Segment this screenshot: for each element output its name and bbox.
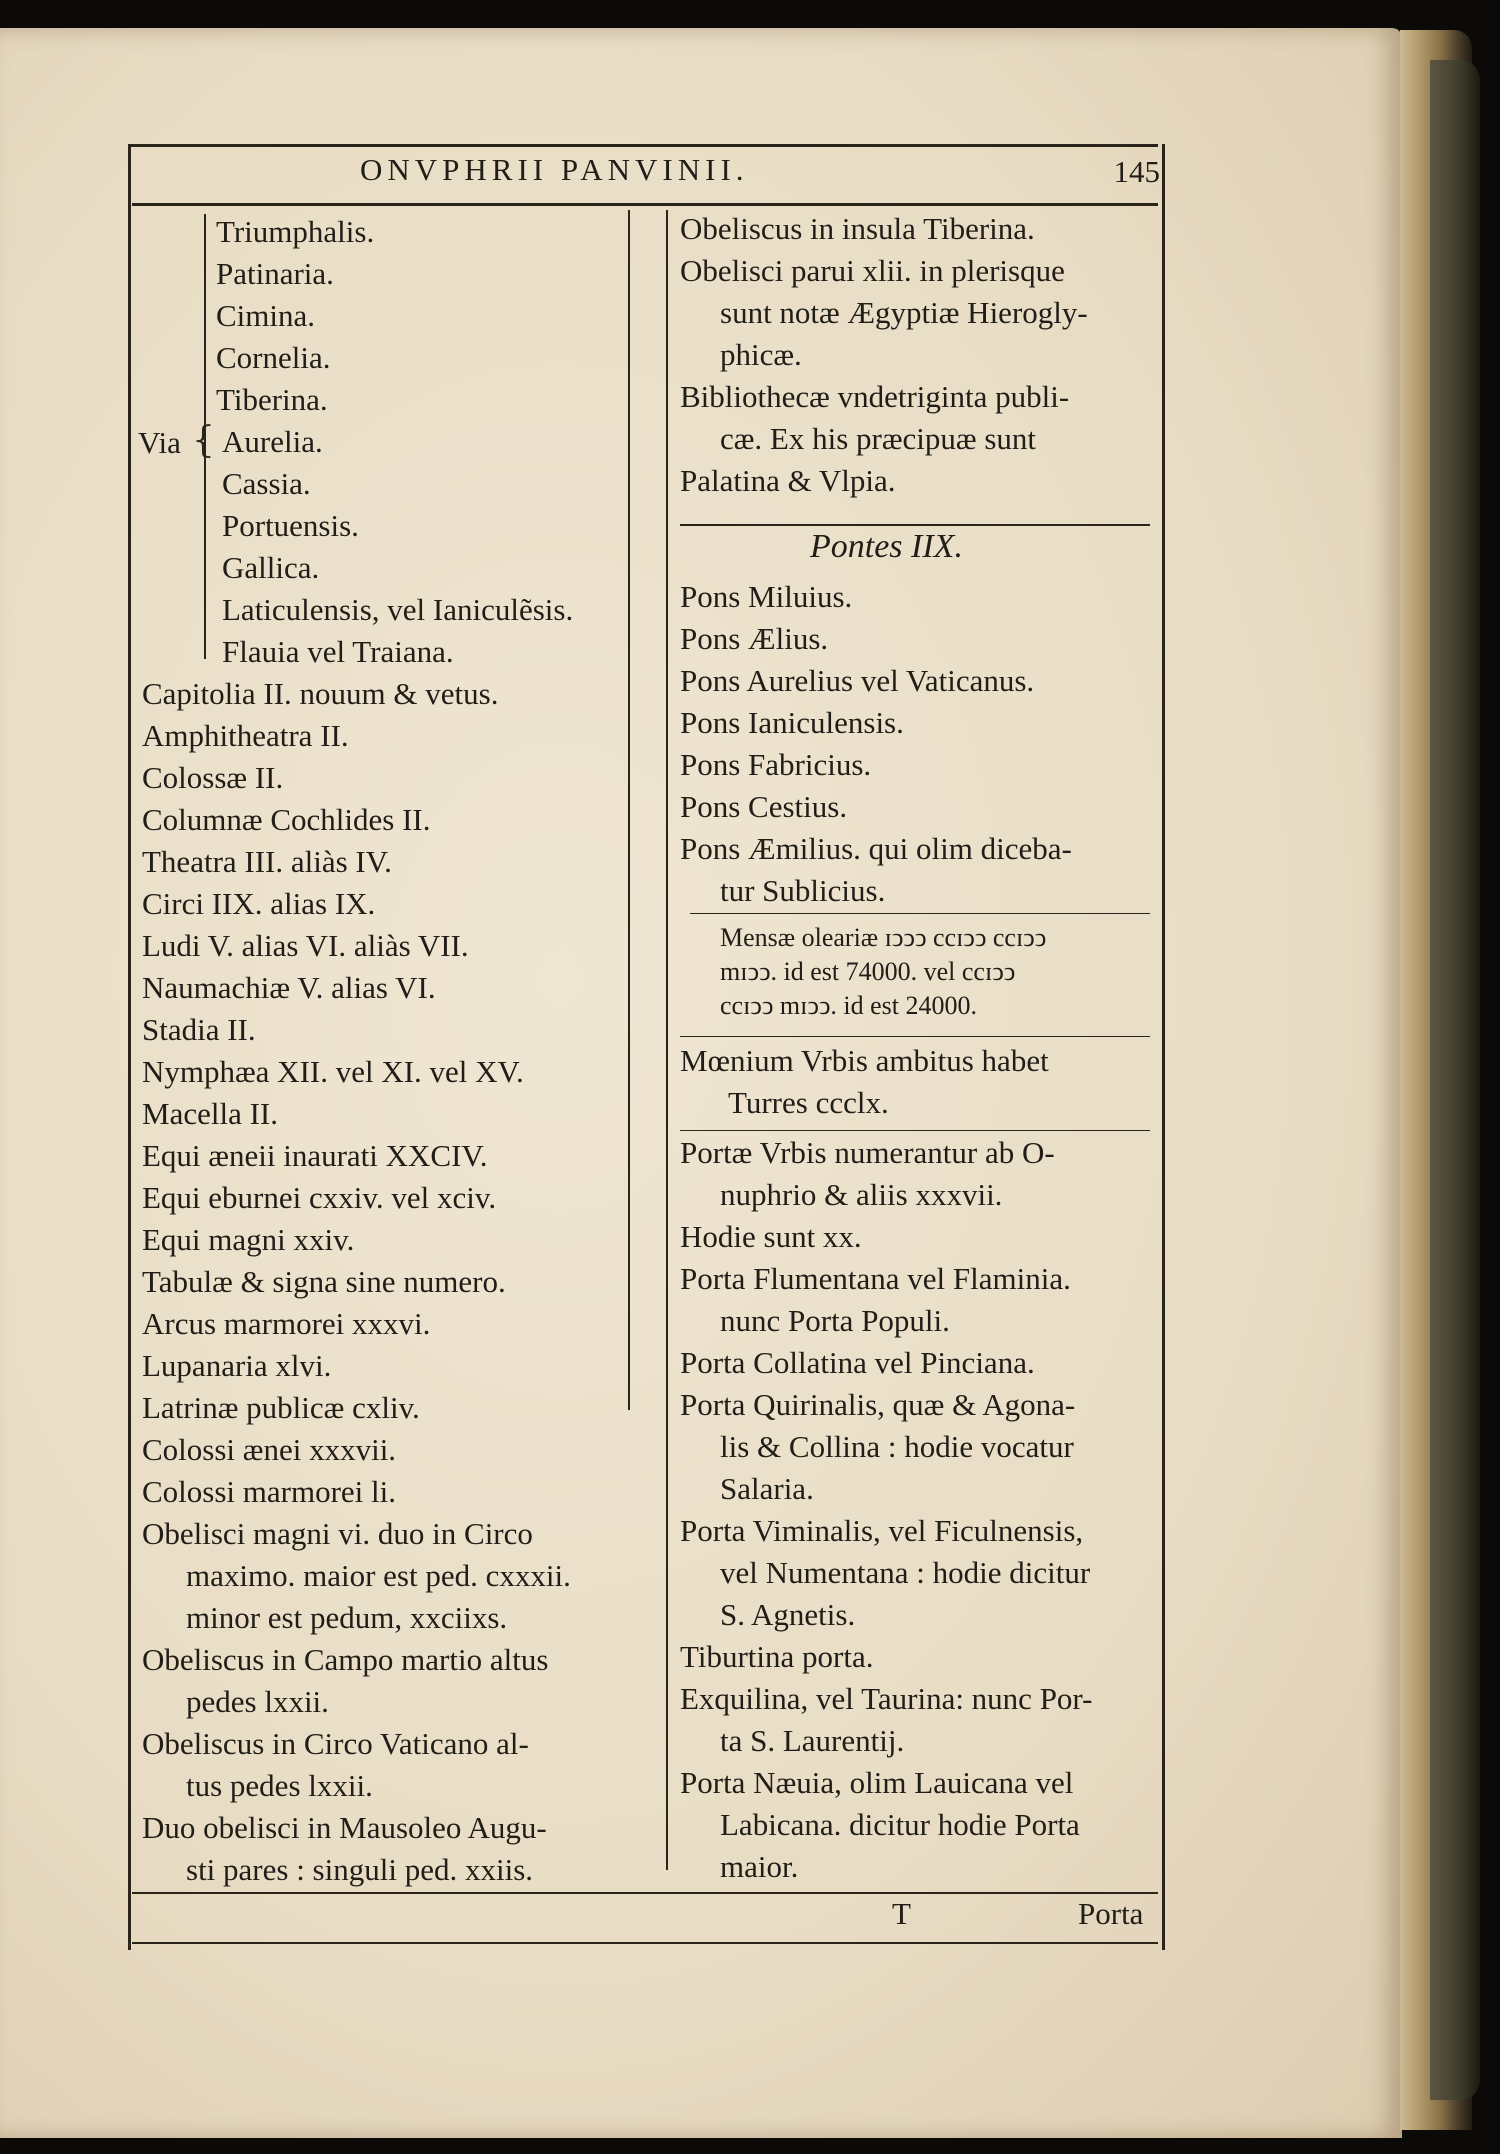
left-entry: Colossi marmorei li. — [142, 1474, 397, 1509]
pontes-heading: Pontes IIX. — [810, 528, 963, 565]
pons-entry: Pons Miluius. — [680, 579, 853, 614]
signature-mark: T — [892, 1896, 911, 1931]
pons-entry: Pons Æmilius. qui olim diceba- — [680, 831, 1072, 866]
porta-entry: lis & Collina : hodie vocatur — [720, 1429, 1074, 1464]
right-entry: phicæ. — [720, 337, 802, 372]
porta-entry: Porta Flumentana vel Flaminia. — [680, 1261, 1071, 1296]
left-entry: Colossi ænei xxxvii. — [142, 1432, 397, 1467]
porta-entry: ta S. Laurentij. — [720, 1723, 905, 1758]
pons-entry: Pons Cestius. — [680, 789, 848, 824]
porta-entry: nuphrio & aliis xxxvii. — [720, 1177, 1003, 1212]
porta-entry: Porta Collatina vel Pinciana. — [680, 1345, 1035, 1380]
via-item: Portuensis. — [222, 508, 359, 543]
left-entry: Stadia II. — [142, 1012, 256, 1047]
mensae-entry: mɪↄↄ. id est 74000. vel ccɪↄↄ — [720, 957, 1016, 986]
via-item: Cimina. — [216, 298, 316, 333]
porta-entry: Exquilina, vel Taurina: nunc Por- — [680, 1681, 1093, 1716]
via-item: Cassia. — [222, 466, 311, 501]
page-header-title: ONVPHRII PANVINII. — [360, 152, 749, 187]
pons-entry: Pons Aurelius vel Vaticanus. — [680, 663, 1035, 698]
moenium-entry: Turres ccclx. — [728, 1085, 889, 1120]
column-divider-right — [666, 210, 668, 1870]
left-entry: Latrinæ publicæ cxliv. — [142, 1390, 420, 1425]
header-bottom-rule — [132, 203, 1158, 206]
porta-entry: Hodie sunt xx. — [680, 1219, 862, 1254]
porta-entry: vel Numentana : hodie dicitur — [720, 1555, 1091, 1590]
porta-entry: Salaria. — [720, 1471, 814, 1506]
left-entry: Arcus marmorei xxxvi. — [142, 1306, 431, 1341]
via-item: Tiberina. — [216, 382, 328, 417]
via-item: Laticulensis, vel Ianiculẽsis. — [222, 592, 574, 627]
left-entry: sti pares : singuli ped. xxiis. — [186, 1852, 534, 1887]
left-entry: tus pedes lxxii. — [186, 1768, 373, 1803]
via-item: Flauia vel Traiana. — [222, 634, 454, 669]
porta-entry: Porta Quirinalis, quæ & Agona- — [680, 1387, 1076, 1422]
right-entry: Obeliscus in insula Tiberina. — [680, 211, 1035, 246]
book-binding — [1430, 60, 1480, 2100]
left-entry: Capitolia II. nouum & vetus. — [142, 676, 499, 711]
porta-entry: Tiburtina porta. — [680, 1639, 874, 1674]
footer-top-rule — [132, 1892, 1158, 1894]
left-entry: Obeliscus in Campo martio altus — [142, 1642, 549, 1677]
right-entry: sunt notæ Ægyptiæ Hierogly- — [720, 295, 1088, 330]
left-entry: Obelisci magni vi. duo in Circo — [142, 1516, 533, 1551]
mensae-entry: Mensæ oleariæ ɪↄↄↄ ccɪↄↄ ccɪↄↄ — [720, 923, 1047, 952]
via-item: Aurelia. — [222, 424, 323, 459]
left-entry: Equi magni xxiv. — [142, 1222, 355, 1257]
right-entry: Palatina & Vlpia. — [680, 463, 896, 498]
left-entry: minor est pedum, xxciixs. — [186, 1600, 508, 1635]
left-entry: Circi IIX. alias IX. — [142, 886, 376, 921]
right-entry: Obelisci parui xlii. in plerisque — [680, 253, 1065, 288]
left-entry: Equi æneii inaurati XXCIV. — [142, 1138, 488, 1173]
left-entry: Lupanaria xlvi. — [142, 1348, 332, 1383]
pons-entry: tur Sublicius. — [720, 873, 886, 908]
left-entry: Columnæ Cochlides II. — [142, 802, 431, 837]
right-entry: Bibliothecæ vndetriginta publi- — [680, 379, 1070, 414]
left-entry: maximo. maior est ped. cxxxii. — [186, 1558, 571, 1593]
porta-entry: Portæ Vrbis numerantur ab O- — [680, 1135, 1055, 1170]
column-divider-left — [628, 210, 630, 1410]
frame-top-rule — [128, 144, 1158, 147]
porta-entry: maior. — [720, 1849, 799, 1884]
via-item: Cornelia. — [216, 340, 331, 375]
catchword: Porta — [1078, 1896, 1144, 1931]
left-entry: pedes lxxii. — [186, 1684, 329, 1719]
via-item: Gallica. — [222, 550, 320, 585]
pons-entry: Pons Ianiculensis. — [680, 705, 904, 740]
via-item: Patinaria. — [216, 256, 334, 291]
left-entry: Equi eburnei cxxiv. vel xciv. — [142, 1180, 497, 1215]
left-entry: Ludi V. alias VI. aliàs VII. — [142, 928, 469, 963]
frame-bottom-rule — [132, 1942, 1158, 1944]
left-entry: Naumachiæ V. alias VI. — [142, 970, 436, 1005]
moenium-entry: Mœnium Vrbis ambitus habet — [680, 1043, 1049, 1078]
left-entry: Duo obelisci in Mausoleo Augu- — [142, 1810, 547, 1845]
left-entry: Obeliscus in Circo Vaticano al- — [142, 1726, 529, 1761]
left-entry: Tabulæ & signa sine numero. — [142, 1264, 506, 1299]
via-brace-tip: { — [192, 420, 215, 461]
frame-left-rule — [128, 144, 131, 1950]
left-entry: Macella II. — [142, 1096, 278, 1131]
pons-entry: Pons Fabricius. — [680, 747, 872, 782]
porta-entry: Porta Viminalis, vel Ficulnensis, — [680, 1513, 1084, 1548]
left-entry: Theatra III. aliàs IV. — [142, 844, 392, 879]
section-rule — [690, 913, 1150, 914]
mensae-entry: ccɪↄↄ mɪↄↄ. id est 24000. — [720, 991, 978, 1020]
left-entry: Nymphæa XII. vel XI. vel XV. — [142, 1054, 524, 1089]
porta-entry: S. Agnetis. — [720, 1597, 856, 1632]
running-head — [130, 152, 1160, 194]
page-number: 145 — [1113, 154, 1160, 189]
left-entry: Colossæ II. — [142, 760, 284, 795]
porta-entry: Porta Næuia, olim Lauicana vel — [680, 1765, 1074, 1800]
section-rule — [680, 1130, 1150, 1131]
left-entry: Amphitheatra II. — [142, 718, 349, 753]
porta-entry: nunc Porta Populi. — [720, 1303, 950, 1338]
section-rule — [680, 1036, 1150, 1037]
porta-entry: Labicana. dicitur hodie Porta — [720, 1807, 1080, 1842]
frame-right-rule — [1162, 144, 1165, 1950]
via-item: Triumphalis. — [216, 214, 375, 249]
section-rule — [680, 524, 1150, 526]
right-entry: cæ. Ex his præcipuæ sunt — [720, 421, 1037, 456]
pons-entry: Pons Ælius. — [680, 621, 829, 656]
via-label: Via — [138, 425, 181, 460]
